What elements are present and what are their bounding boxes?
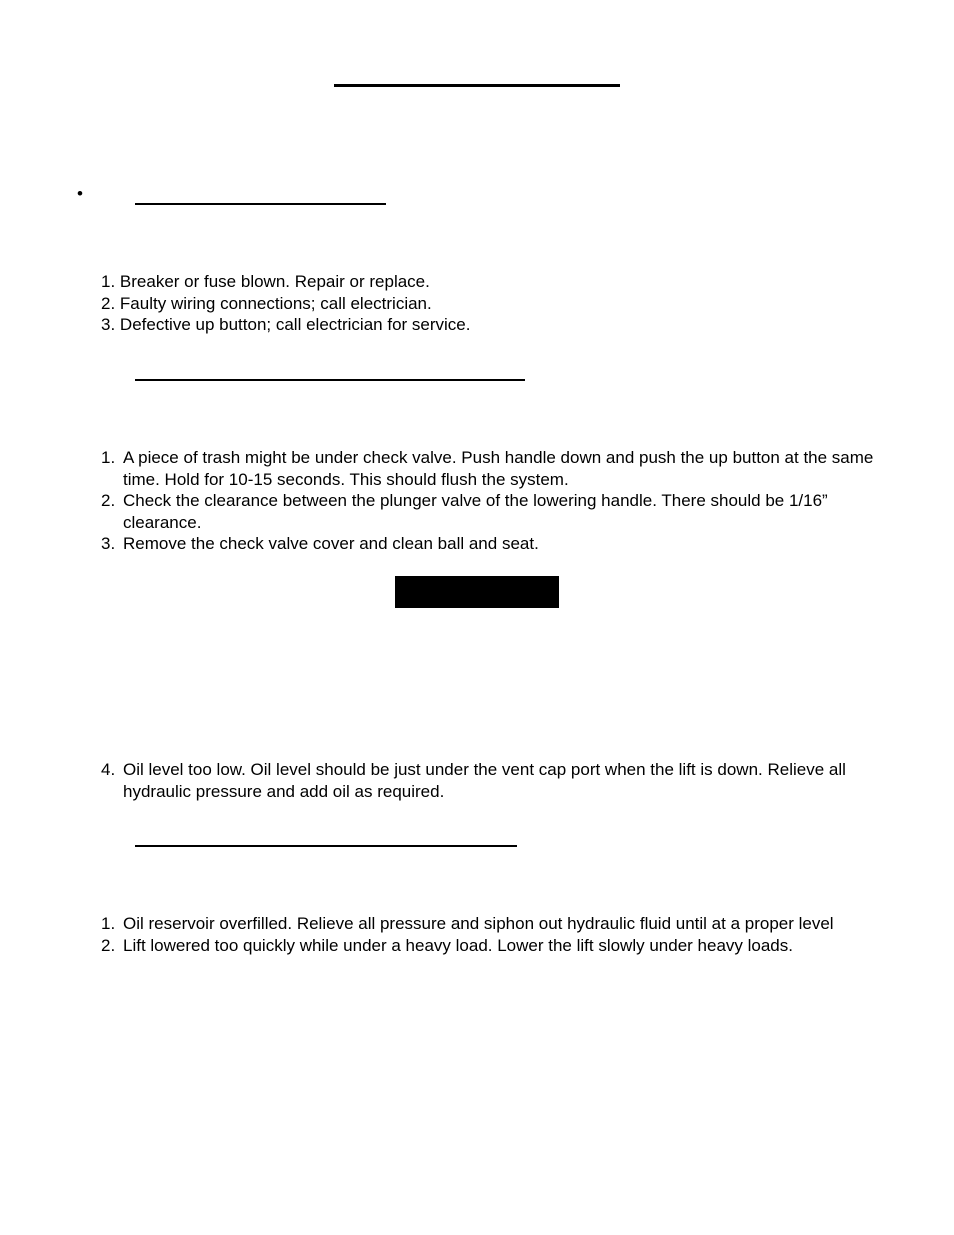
list-item: 1. A piece of trash might be under check valve. Push handle down and push the up button at the same time. Hold for 10-15 seconds. This should flush the system. (101, 448, 874, 489)
list-item: 2. Lift lowered too quickly while under a heavy load. Lower the lift slowly under heavy loads. (101, 935, 793, 955)
section-heading-3-underline (135, 845, 517, 847)
list-item: 2. Check the clearance between the plunger valve of the lowering handle. There should be 1/16” clearance. (101, 491, 828, 532)
section-1-list (101, 271, 861, 336)
section-2-list (101, 447, 876, 555)
list-item: 2. Faulty wiring connections; call electrician. (101, 293, 432, 313)
list-item: 1. Oil reservoir overfilled. Relieve all pressure and siphon out hydraulic fluid until at a proper level (101, 914, 834, 933)
list-item: 3. Remove the check valve cover and clean ball and seat. (101, 534, 539, 553)
bullet-marker: • (77, 184, 83, 203)
title-underline (334, 84, 620, 87)
list-item: 4. Oil level too low. Oil level should be just under the vent cap port when the lift is down. Relieve all hydraulic pressure and add oil as required. (101, 760, 846, 801)
section-heading-2-underline (135, 379, 525, 381)
list-item: 1. Breaker or fuse blown. Repair or replace. (101, 272, 430, 291)
section-3-list (101, 759, 876, 802)
section-heading-1-underline (135, 203, 386, 205)
section-4-list (101, 913, 876, 956)
redaction-block (395, 576, 559, 608)
list-item: 3. Defective up button; call electrician for service. (101, 315, 471, 334)
